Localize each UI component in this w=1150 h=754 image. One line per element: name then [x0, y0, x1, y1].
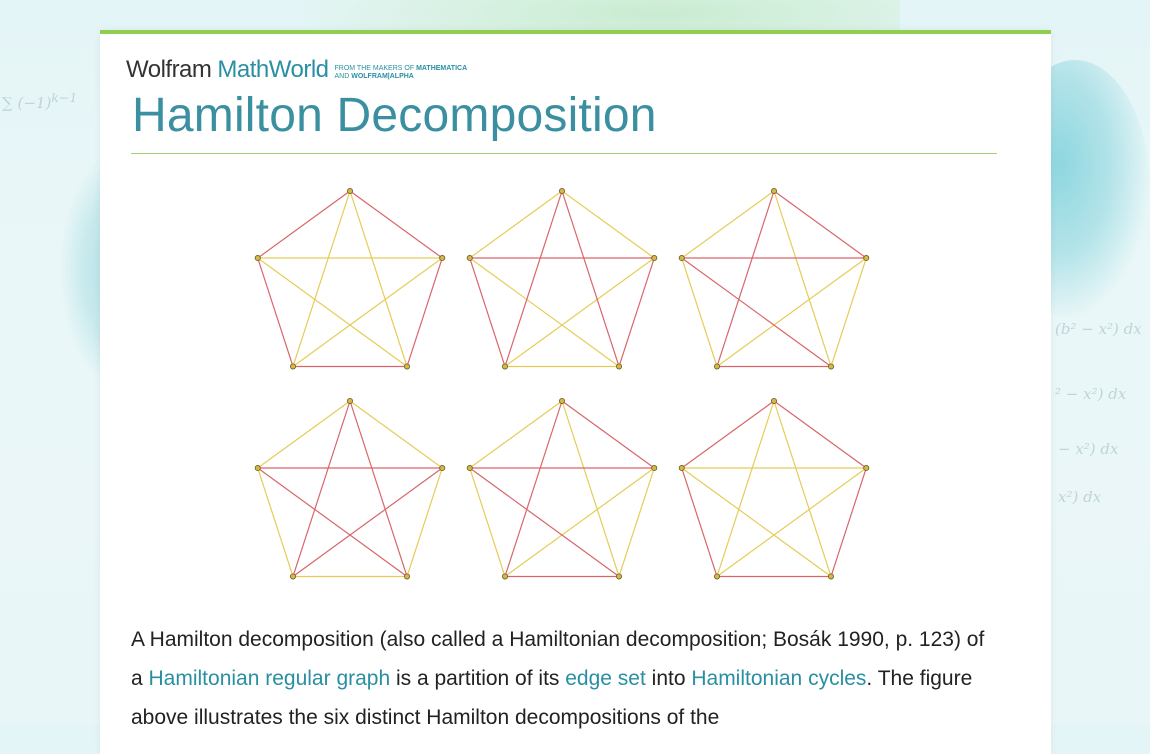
vertex-0 [347, 398, 352, 403]
vertex-4 [679, 255, 684, 260]
red-edge-0-3 [717, 191, 774, 366]
background-formula-right-2: ² − x²) dx [1055, 385, 1127, 403]
red-edge-0-3 [293, 401, 350, 576]
red-edge-0-1 [774, 401, 866, 468]
vertex-1 [440, 465, 445, 470]
vertex-2 [828, 574, 833, 579]
yellow-edge-1-3 [717, 468, 866, 576]
graph-2 [467, 188, 657, 369]
intro-paragraph [131, 620, 991, 737]
yellow-edge-0-4 [682, 191, 774, 258]
yellow-edge-0-1 [350, 401, 442, 468]
yellow-edge-1-3 [293, 258, 442, 366]
red-edge-0-3 [505, 401, 562, 576]
red-edge-2-4 [470, 468, 619, 576]
paragraph-text-1: A Hamilton decomposition (also called a Hamiltonian decomposition; Bosák 1990, p. 123) of a [131, 628, 985, 690]
background-formula-right-3: − x²) dx [1058, 440, 1119, 458]
page-title: Hamilton Decomposition [132, 89, 657, 142]
yellow-edge-3-4 [470, 468, 505, 576]
vertex-2 [828, 364, 833, 369]
vertex-0 [771, 398, 776, 403]
red-edge-1-2 [407, 258, 442, 366]
paragraph-text-2: is a partition of its [390, 667, 566, 690]
vertex-4 [467, 255, 472, 260]
vertex-1 [440, 255, 445, 260]
yellow-edge-2-4 [470, 258, 619, 366]
red-edge-0-4 [682, 401, 774, 468]
vertex-3 [290, 364, 295, 369]
graph-5 [467, 398, 657, 579]
logo-tagline-line2-bold: WOLFRAM|ALPHA [351, 73, 414, 80]
background-formula-left: ∑ $(-1)^{k-1}$ [2, 90, 78, 112]
yellow-edge-0-2 [774, 191, 831, 366]
vertex-3 [502, 574, 507, 579]
red-edge-0-2 [350, 401, 407, 576]
link-hamiltonian-cycles[interactable]: Hamiltonian cycles [691, 667, 867, 690]
background-formula-right-4: x²) dx [1058, 488, 1102, 506]
red-edge-0-3 [505, 191, 562, 366]
vertex-2 [616, 364, 621, 369]
vertex-1 [864, 255, 869, 260]
red-edge-0-1 [350, 191, 442, 258]
paragraph-text-3: into [645, 667, 692, 690]
logo-tagline-line2: AND [334, 73, 350, 80]
yellow-edge-1-3 [505, 258, 654, 366]
vertex-3 [502, 364, 507, 369]
yellow-edge-1-3 [717, 258, 866, 366]
yellow-edge-3-4 [258, 468, 293, 576]
vertex-2 [404, 574, 409, 579]
graph-6 [679, 398, 869, 579]
background-formula-right-1: (b² − x²) dx [1055, 320, 1142, 338]
logo-tagline [335, 65, 468, 81]
vertex-1 [652, 255, 657, 260]
yellow-edge-1-2 [407, 468, 442, 576]
vertex-4 [679, 465, 684, 470]
vertex-2 [616, 574, 621, 579]
red-edge-3-4 [470, 258, 505, 366]
yellow-edge-3-4 [682, 258, 717, 366]
link-edge-set[interactable]: edge set [565, 667, 646, 690]
yellow-edge-1-2 [619, 468, 654, 576]
yellow-edge-2-4 [258, 258, 407, 366]
logo-wolfram-text: Wolfram [126, 56, 212, 83]
red-edge-1-3 [293, 468, 442, 576]
red-edge-3-4 [258, 258, 293, 366]
yellow-edge-0-1 [562, 191, 654, 258]
vertex-3 [290, 574, 295, 579]
logo-tagline-line1: FROM THE MAKERS OF [334, 65, 415, 72]
graph-1 [255, 188, 445, 369]
vertex-0 [559, 188, 564, 193]
hamilton-decomposition-figure [250, 180, 880, 580]
red-edge-0-1 [562, 401, 654, 468]
yellow-edge-0-4 [258, 401, 350, 468]
logo-tagline-line1-bold: MATHEMATICA [416, 65, 468, 72]
vertex-4 [255, 255, 260, 260]
red-edge-0-1 [774, 191, 866, 258]
red-edge-1-2 [831, 468, 866, 576]
graph-3 [679, 188, 869, 369]
yellow-edge-0-2 [774, 401, 831, 576]
vertex-0 [559, 398, 564, 403]
vertex-4 [467, 465, 472, 470]
content-card [100, 30, 1051, 754]
yellow-edge-0-2 [562, 401, 619, 576]
paragraph-text-4: . The figure above illustrates the six distinct Hamilton decompositions of the [131, 667, 973, 729]
vertex-3 [714, 364, 719, 369]
graph-4 [255, 398, 445, 579]
red-edge-2-4 [682, 258, 831, 366]
red-edge-0-4 [258, 191, 350, 258]
red-edge-3-4 [682, 468, 717, 576]
yellow-edge-1-2 [831, 258, 866, 366]
yellow-edge-1-3 [505, 468, 654, 576]
vertex-4 [255, 465, 260, 470]
logo-mathworld-text: MathWorld [217, 56, 329, 83]
yellow-edge-0-3 [293, 191, 350, 366]
title-divider [131, 153, 997, 154]
vertex-3 [714, 574, 719, 579]
link-hamiltonian-regular-graph[interactable]: Hamiltonian regular graph [148, 667, 391, 690]
vertex-1 [652, 465, 657, 470]
red-edge-2-4 [258, 468, 407, 576]
red-edge-0-2 [562, 191, 619, 366]
yellow-edge-0-4 [470, 191, 562, 258]
site-logo[interactable] [126, 56, 468, 84]
yellow-edge-2-4 [682, 468, 831, 576]
vertex-0 [771, 188, 776, 193]
yellow-edge-0-2 [350, 191, 407, 366]
red-edge-1-2 [619, 258, 654, 366]
vertex-1 [864, 465, 869, 470]
yellow-edge-0-3 [717, 401, 774, 576]
vertex-2 [404, 364, 409, 369]
vertex-0 [347, 188, 352, 193]
yellow-edge-0-4 [470, 401, 562, 468]
